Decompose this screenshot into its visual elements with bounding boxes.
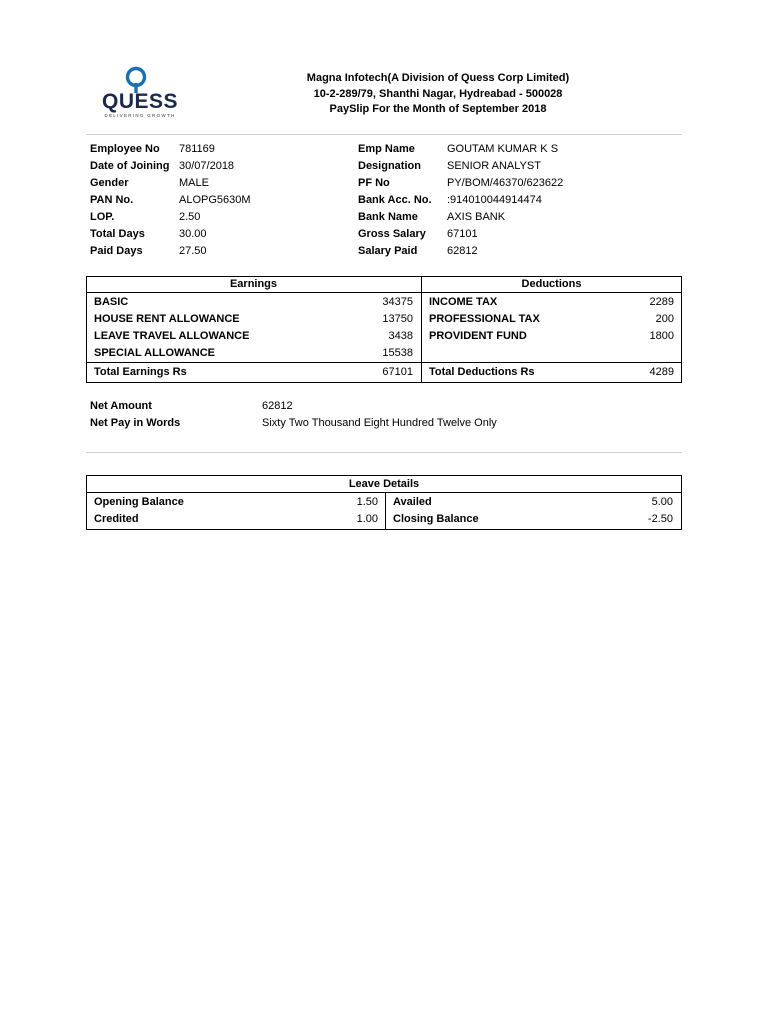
deduction-label-provident-fund: PROVIDENT FUND (429, 330, 527, 342)
deductions-header: Deductions (521, 278, 582, 290)
earning-label-lta: LEAVE TRAVEL ALLOWANCE (94, 330, 250, 342)
earning-amount-hra: 13750 (382, 313, 413, 325)
date-of-joining-value: 30/07/2018 (179, 160, 235, 172)
net-divider (86, 452, 682, 453)
emp-name-label: Emp Name (358, 143, 415, 155)
leave-details-header: Leave Details (348, 478, 420, 490)
earnings-header: Earnings (229, 278, 278, 290)
deduction-amount-income-tax: 2289 (649, 296, 674, 308)
salary-paid-value: 62812 (447, 245, 478, 257)
net-pay-words-label: Net Pay in Words (90, 417, 181, 429)
company-name: Magna Infotech(A Division of Quess Corp Limited) (306, 72, 570, 84)
total-earnings-value: 67101 (382, 366, 413, 378)
emp-name-value: GOUTAM KUMAR K S (447, 143, 559, 155)
net-amount-value: 62812 (262, 400, 293, 412)
credited-value: 1.00 (356, 513, 378, 525)
gender-label: Gender (90, 177, 129, 189)
earning-amount-lta: 3438 (388, 330, 413, 342)
paid-days-value: 27.50 (179, 245, 207, 257)
bank-name-label: Bank Name (358, 211, 418, 223)
opening-balance-label: Opening Balance (94, 496, 184, 508)
salary-paid-label: Salary Paid (358, 245, 418, 257)
pan-value: ALOPG5630M (179, 194, 251, 206)
bank-name-value: AXIS BANK (447, 211, 506, 223)
bank-acc-label: Bank Acc. No. (358, 194, 432, 206)
opening-balance-value: 1.50 (356, 496, 378, 508)
total-deductions-label: Total Deductions Rs (429, 366, 535, 378)
quess-logo (95, 66, 185, 120)
designation-value: SENIOR ANALYST (447, 160, 541, 172)
net-pay-words-value: Sixty Two Thousand Eight Hundred Twelve Only (262, 417, 497, 429)
availed-label: Availed (393, 496, 432, 508)
gross-salary-label: Gross Salary (358, 228, 426, 240)
logo-tagline: DELIVERING GROWTH (104, 113, 176, 118)
deduction-amount-professional-tax: 200 (655, 313, 674, 325)
availed-value: 5.00 (651, 496, 673, 508)
paid-days-label: Paid Days (90, 245, 143, 257)
date-of-joining-label: Date of Joining (90, 160, 170, 172)
lop-value: 2.50 (179, 211, 201, 223)
deduction-label-professional-tax: PROFESSIONAL TAX (429, 313, 540, 325)
closing-balance-label: Closing Balance (393, 513, 479, 525)
credited-label: Credited (94, 513, 139, 525)
table-total-divider (86, 362, 682, 363)
gender-value: MALE (179, 177, 209, 189)
total-deductions-value: 4289 (649, 366, 674, 378)
header-divider (86, 134, 682, 135)
deduction-label-income-tax: INCOME TAX (429, 296, 498, 308)
total-days-value: 30.00 (179, 228, 207, 240)
pan-label: PAN No. (90, 194, 134, 206)
pf-no-value: PY/BOM/46370/623622 (447, 177, 564, 189)
payslip-title: PaySlip For the Month of September 2018 (329, 103, 547, 115)
table-header-divider (86, 292, 682, 293)
lop-label: LOP. (90, 211, 115, 223)
company-address: 10-2-289/79, Shanthi Nagar, Hydreabad - 500028 (313, 87, 563, 100)
total-earnings-label: Total Earnings Rs (94, 366, 187, 378)
closing-balance-value: -2.50 (647, 513, 673, 525)
company-header (290, 71, 586, 118)
gross-salary-value: 67101 (447, 228, 478, 240)
earning-amount-special: 15538 (382, 347, 413, 359)
bank-acc-value: :914010044914474 (447, 194, 542, 206)
earning-label-basic: BASIC (94, 296, 129, 308)
pf-no-label: PF No (358, 177, 390, 189)
designation-label: Designation (358, 160, 421, 172)
total-days-label: Total Days (90, 228, 145, 240)
net-amount-label: Net Amount (90, 400, 152, 412)
leave-header-divider (86, 492, 682, 493)
employee-no-value: 781169 (179, 143, 215, 155)
employee-no-label: Employee No (90, 143, 160, 155)
leave-column-divider (385, 492, 386, 530)
logo-wordmark: QUESS (101, 90, 179, 113)
earning-label-hra: HOUSE RENT ALLOWANCE (94, 313, 240, 325)
earning-label-special: SPECIAL ALLOWANCE (94, 347, 216, 359)
earning-amount-basic: 34375 (382, 296, 413, 308)
deduction-amount-provident-fund: 1800 (649, 330, 674, 342)
